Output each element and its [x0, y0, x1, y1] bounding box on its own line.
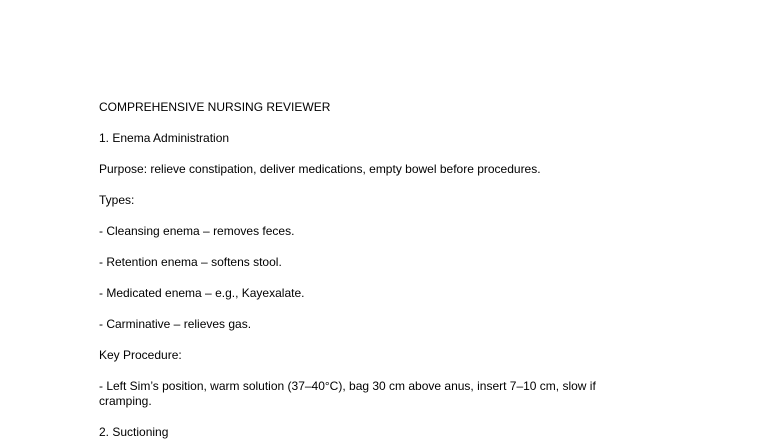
type-item-retention-enema: - Retention enema – softens stool. [99, 255, 282, 269]
section-heading-suctioning: 2. Suctioning [99, 425, 169, 439]
section-heading-enema-administration: 1. Enema Administration [99, 131, 230, 145]
type-item-cleansing-enema: - Cleansing enema – removes feces. [99, 224, 295, 238]
purpose-text: Purpose: relieve constipation, deliver medications, empty bowel before procedures. [99, 162, 541, 176]
document-title: COMPREHENSIVE NURSING REVIEWER [99, 100, 331, 114]
key-procedure-label: Key Procedure: [99, 348, 182, 362]
types-label: Types: [99, 193, 135, 207]
key-procedure-text: - Left Sim’s position, warm solution (37–40°C), bag 30 cm above anus, insert 7–10 cm, slow if cramping. [99, 379, 596, 408]
type-item-carminative: - Carminative – relieves gas. [99, 317, 252, 331]
document-content [99, 100, 659, 441]
type-item-medicated-enema: - Medicated enema – e.g., Kayexalate. [99, 286, 305, 300]
